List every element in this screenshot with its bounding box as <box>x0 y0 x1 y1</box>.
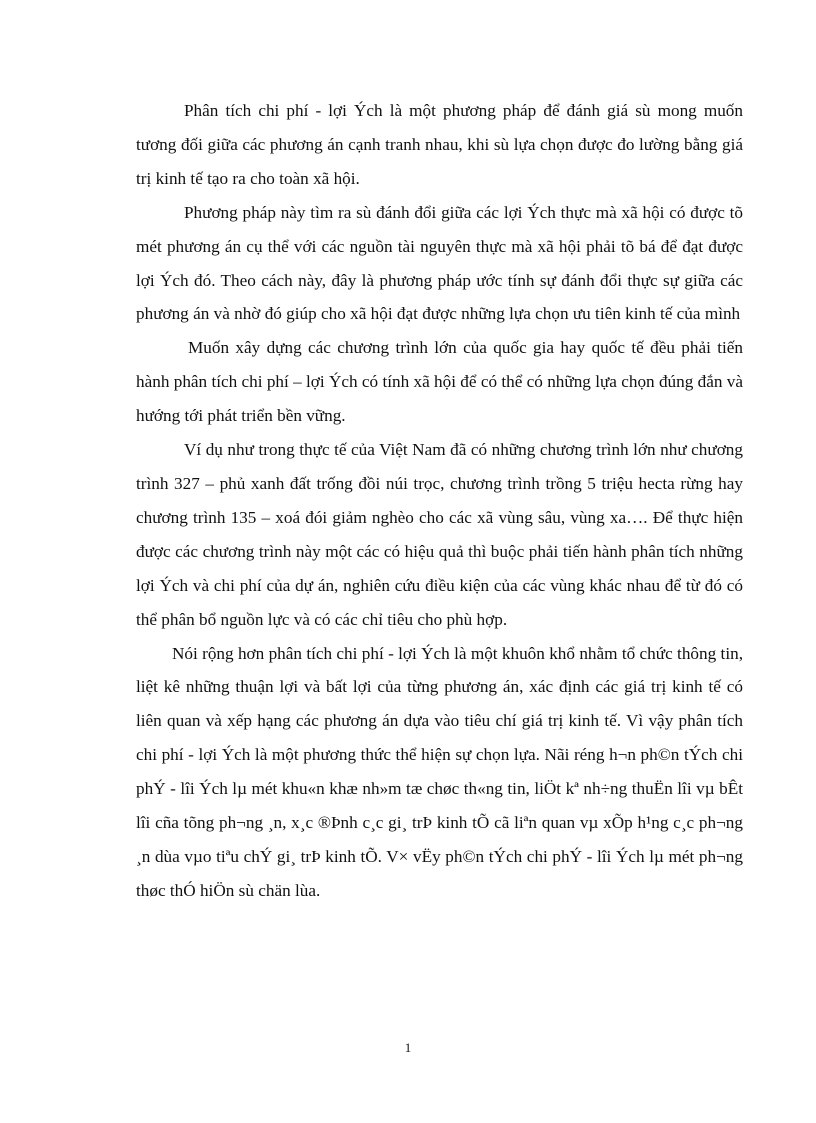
page-number: 1 <box>404 1040 412 1055</box>
paragraph-3: Muốn xây dựng các chương trình lớn của quốc gia hay quốc tế đều phải tiến hành phân tích chi phí – lợi Ých có tính xã hội để có thể có những lựa chọn đúng đắn và hướng tới phát triển bền vững. <box>136 338 743 426</box>
paragraph-4: Ví dụ như trong thực tế của Việt Nam đã có những chương trình lớn như chương trình 327 – phủ xanh đất trống đồi núi trọc, chương trình trồng 5 triệu hecta rừng hay chương trình 135 – xoá đói giảm nghèo cho các xã vùng sâu, vùng xa…. Để thực hiện được các chương trình này một các có hiệu quả thì buộc phải tiến hành phân tích những lợi Ých và chi phí của dự án, nghiên cứu điều kiện của các vùng khác nhau để từ đó có thể phân bổ nguồn lực và có các chỉ tiêu cho phù hợp. <box>136 440 743 629</box>
paragraph-2: Phương pháp này tìm ra sù đánh đổi giữa các lợi Ých thực mà xã hội có được tõ mét phương án cụ thể với các nguồn tài nguyên thực mà xã hội phải tõ bá để đạt được lợi Ých đó. Theo cách này, đây là phương pháp ước tính sự đánh đổi thực sự giữa các phương án và nhờ đó giúp cho xã hội đạt được những lựa chọn ưu tiên kinh tế của mình <box>136 202 743 324</box>
paragraph-5: Nói rộng hơn phân tích chi phí - lợi Ých là một khuôn khổ nhằm tổ chức thông tin, liệt kê những thuận lợi và bất lợi của từng phương án, xác định các giá trị kinh tế có liên quan và xếp hạng các phương án dựa vào tiêu chí giá trị kinh tế. Vì vậy phân tích chi phí - lợi Ých là một phương thức thể hiện sự chọn lựa. Nãi réng h¬n ph©n tÝch chi phÝ - lîi Ých lµ mét khu«n khæ nh»m tæ chøc th«ng tin, liÖt kª nh÷ng thuËn lîi vµ bÊt lîi cña tõng ph¬ng ¸n, x¸c ®Þnh c¸c gi¸ trÞ kinh tÕ cã liªn quan vµ xÕp h¹ng c¸c ph¬ng ¸n dùa vµo tiªu chÝ gi¸ trÞ kinh tÕ. V× vËy ph©n tÝch chi phÝ - lîi Ých lµ mét ph¬ng thøc thÓ hiÖn sù chän lùa. <box>136 643 743 900</box>
document-body <box>136 94 743 908</box>
paragraph-1: Phân tích chi phí - lợi Ých là một phương pháp để đánh giá sù mong muốn tương đối giữa các phương án cạnh tranh nhau, khi sù lựa chọn được đo lường bằng giá trị kinh tế tạo ra cho toàn xã hội. <box>136 101 743 188</box>
